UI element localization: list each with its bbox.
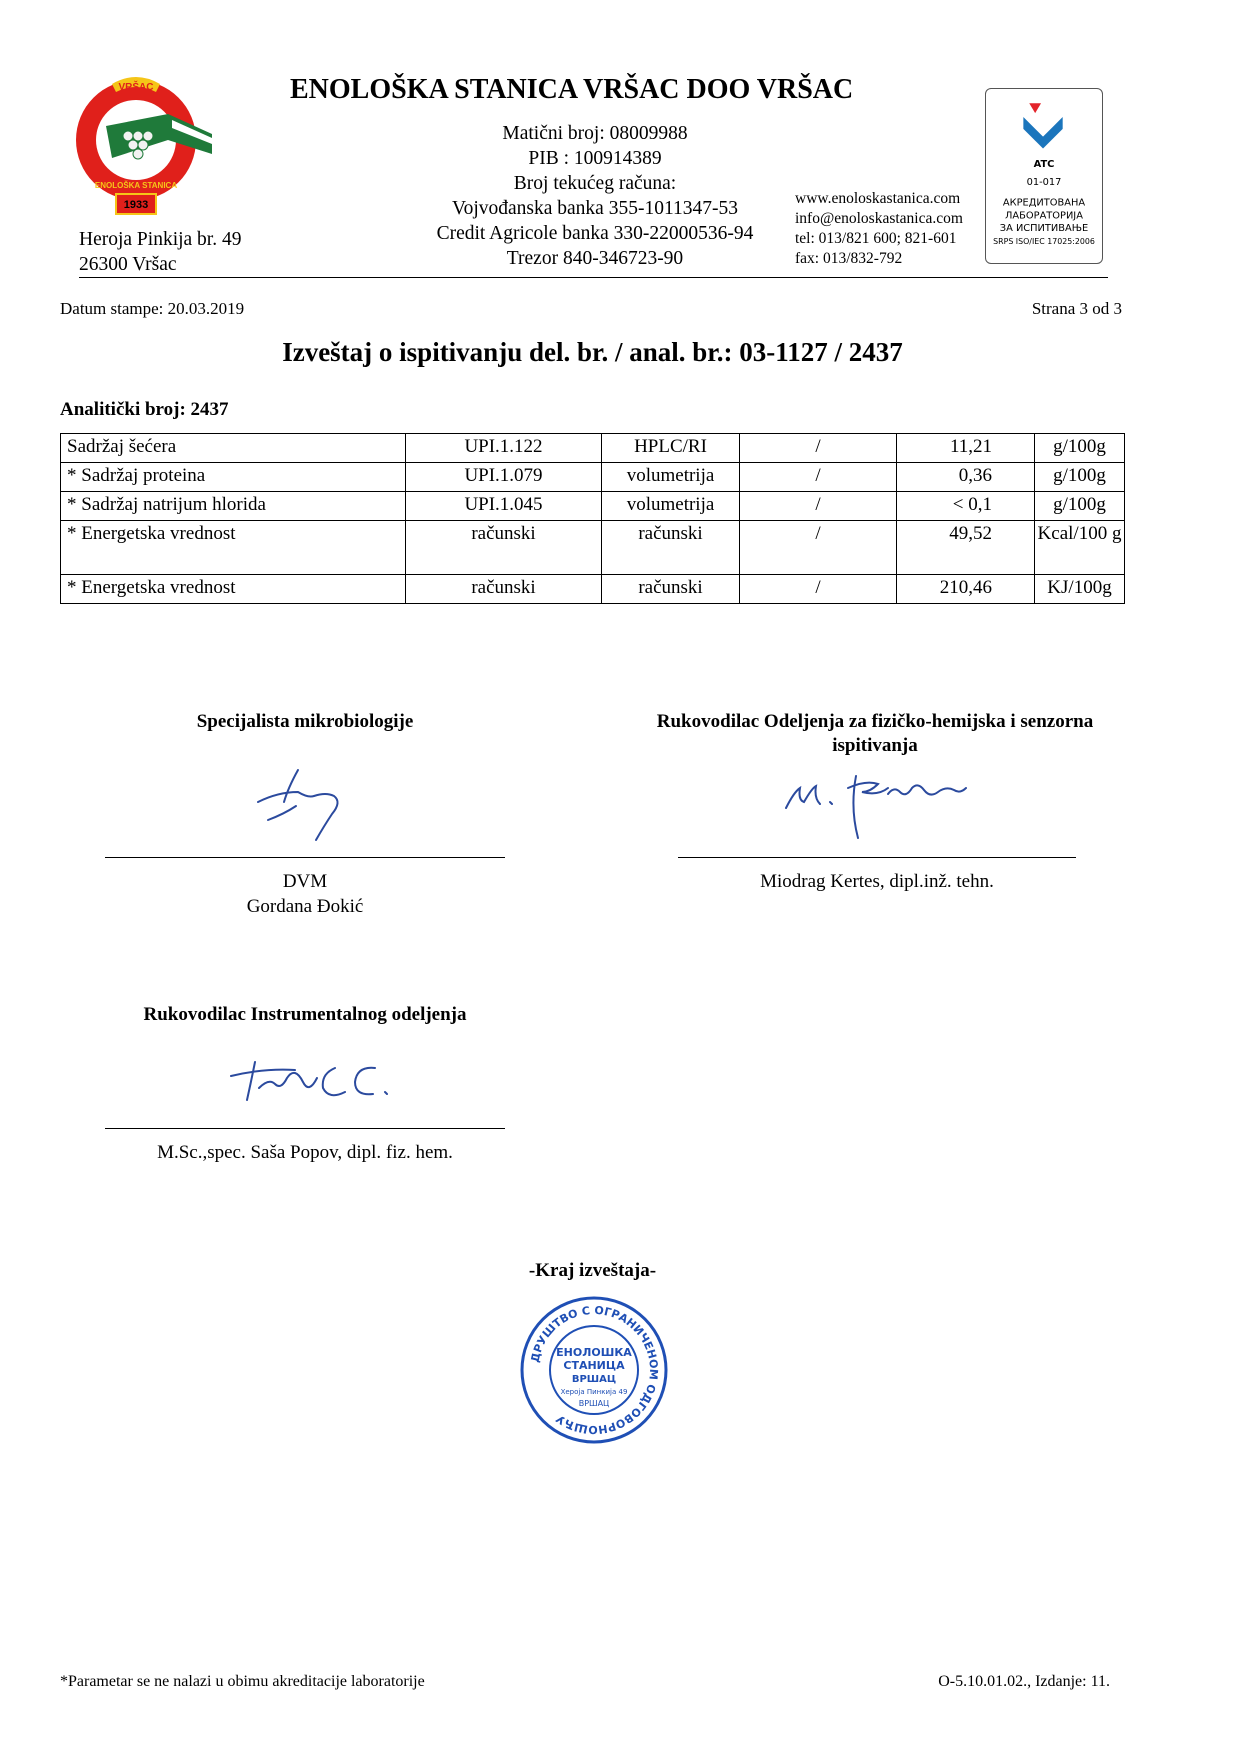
website: www.enoloskastanica.com: [795, 190, 961, 207]
report-title: Izveštaj o ispitivanju del. br. / anal. br.: 03-1127 / 2437: [282, 337, 903, 367]
badge-line: ЗА ИСПИТИВАЊЕ: [999, 223, 1089, 235]
parameter-cell: * Energetska vrednost: [61, 575, 406, 604]
value-cell: 11,21: [897, 434, 1035, 463]
bank-accounts-heading: Broj tekućeg računa:: [513, 173, 677, 194]
unit-cell: g/100g: [1035, 434, 1125, 463]
official-stamp: [514, 1292, 674, 1448]
print-date: Datum stampe: 20.03.2019: [60, 299, 245, 318]
stamp-line: ЕНОЛОШКА: [556, 1346, 632, 1359]
stamp-line: ВРШАЦ: [578, 1399, 610, 1408]
method-cell: UPI.1.079: [406, 463, 602, 492]
signatory-name-instrumental: [105, 1140, 505, 1165]
signature-line: [678, 857, 1076, 858]
badge-line: ЛАБОРАТОРИЈА: [1005, 210, 1083, 222]
signatory-name-microbiology: [105, 869, 505, 919]
bank-account: Credit Agricole banka 330-22000536-94: [436, 223, 754, 244]
value-cell: < 0,1: [897, 492, 1035, 521]
analytic-number: Analitički broj: 2437: [60, 399, 229, 420]
signature-physchem: [770, 758, 985, 850]
limit-cell: /: [740, 463, 897, 492]
value-cell: 49,52: [897, 521, 1035, 575]
unit-cell: g/100g: [1035, 492, 1125, 521]
limit-cell: /: [740, 575, 897, 604]
registration-block: [400, 121, 790, 271]
footer-note: *Parametar se ne nalazi u obimu akreditacije laboratorije: [60, 1673, 425, 1690]
phone: tel: 013/821 600; 821-601: [795, 230, 957, 247]
logo-ring-text: ENOLOŠKA STANICA: [94, 181, 178, 190]
logo-year: 1933: [123, 199, 149, 211]
unit-cell: g/100g: [1035, 463, 1125, 492]
badge-line: АКРЕДИТОВАНА: [1002, 197, 1086, 209]
logo-top-text: VRŠAC: [118, 82, 154, 93]
signatory-name: Gordana Đokić: [246, 896, 364, 917]
address-street: Heroja Pinkija br. 49: [79, 229, 242, 250]
registration-number: Matični broj: 08009988: [502, 123, 688, 144]
company-address: [79, 227, 241, 277]
form-code: O-5.10.01.02., Izdanje: 11.: [938, 1673, 1110, 1690]
signatory-name-physchem: [678, 869, 1076, 894]
table-row: [61, 575, 1125, 604]
tax-id: PIB : 100914389: [528, 148, 662, 169]
value-cell: 0,36: [897, 463, 1035, 492]
page-number: Strana 3 od 3: [1031, 299, 1122, 318]
contact-info: [795, 189, 963, 269]
end-of-report: -Kraj izveštaja-: [528, 1260, 657, 1281]
bank-account: Trezor 840-346723-90: [506, 248, 684, 269]
technique-cell: računski: [602, 575, 740, 604]
table-row: [61, 463, 1125, 492]
company-logo: [72, 62, 212, 222]
signatory-title-physchem: Rukovodilac Odeljenja za fizičko-hemijska i senzorna ispitivanja: [656, 711, 1094, 756]
signatory-name: Miodrag Kertes, dipl.inž. tehn.: [760, 871, 994, 892]
signature-instrumental: [225, 1048, 395, 1110]
stamp-line: СТАНИЦА: [563, 1359, 625, 1372]
limit-cell: /: [740, 492, 897, 521]
address-city: 26300 Vršac: [79, 254, 177, 275]
fax: fax: 013/832-792: [795, 250, 903, 267]
table-row: [61, 434, 1125, 463]
badge-number: 01-017: [1026, 176, 1062, 188]
signatory-title-instrumental: Rukovodilac Instrumentalnog odeljenja: [143, 1004, 467, 1025]
method-cell: računski: [406, 575, 602, 604]
bank-account: Vojvođanska banka 355-1011347-53: [452, 198, 738, 219]
unit-cell: KJ/100g: [1035, 575, 1125, 604]
results-table: [60, 433, 1125, 604]
table-row: [61, 492, 1125, 521]
atc-blue-chevron-icon: [1023, 117, 1062, 148]
technique-cell: računski: [602, 521, 740, 575]
atc-red-mark: [1029, 103, 1041, 113]
signatory-name: M.Sc.,spec. Saša Popov, dipl. fiz. hem.: [157, 1142, 453, 1163]
signatory-degree: DVM: [282, 871, 328, 892]
technique-cell: volumetrija: [602, 463, 740, 492]
stamp-ring-text: ДРУШТВО С ОГРАНИЧЕНОМ ОДГОВОРНОШЋУ: [528, 1303, 661, 1437]
signature-microbiology: [248, 758, 358, 848]
stamp-line: ВРШАЦ: [571, 1374, 617, 1385]
badge-standard: SRPS ISO/IEC 17025:2006: [993, 236, 1095, 246]
technique-cell: volumetrija: [602, 492, 740, 521]
stamp-line: Хероја Пинкија 49: [560, 1388, 628, 1396]
method-cell: UPI.1.122: [406, 434, 602, 463]
method-cell: računski: [406, 521, 602, 575]
email: info@enoloskastanica.com: [795, 210, 963, 227]
table-row: [61, 521, 1125, 575]
signature-line: [105, 1128, 505, 1129]
signature-line: [105, 857, 505, 858]
badge-code: ATC: [1033, 159, 1055, 171]
technique-cell: HPLC/RI: [602, 434, 740, 463]
limit-cell: /: [740, 521, 897, 575]
parameter-cell: * Sadržaj proteina: [61, 463, 406, 492]
parameter-cell: * Sadržaj natrijum hlorida: [61, 492, 406, 521]
value-cell: 210,46: [897, 575, 1035, 604]
limit-cell: /: [740, 434, 897, 463]
parameter-cell: * Energetska vrednost: [61, 521, 406, 575]
parameter-cell: Sadržaj šećera: [61, 434, 406, 463]
method-cell: UPI.1.045: [406, 492, 602, 521]
signatory-title-microbiology: Specijalista mikrobiologije: [196, 711, 414, 732]
company-name: ENOLOŠKA STANICA VRŠAC DOO VRŠAC: [290, 74, 854, 105]
accreditation-badge: [985, 88, 1103, 264]
header-divider: [79, 277, 1108, 278]
unit-cell: Kcal/100 g: [1035, 521, 1125, 575]
